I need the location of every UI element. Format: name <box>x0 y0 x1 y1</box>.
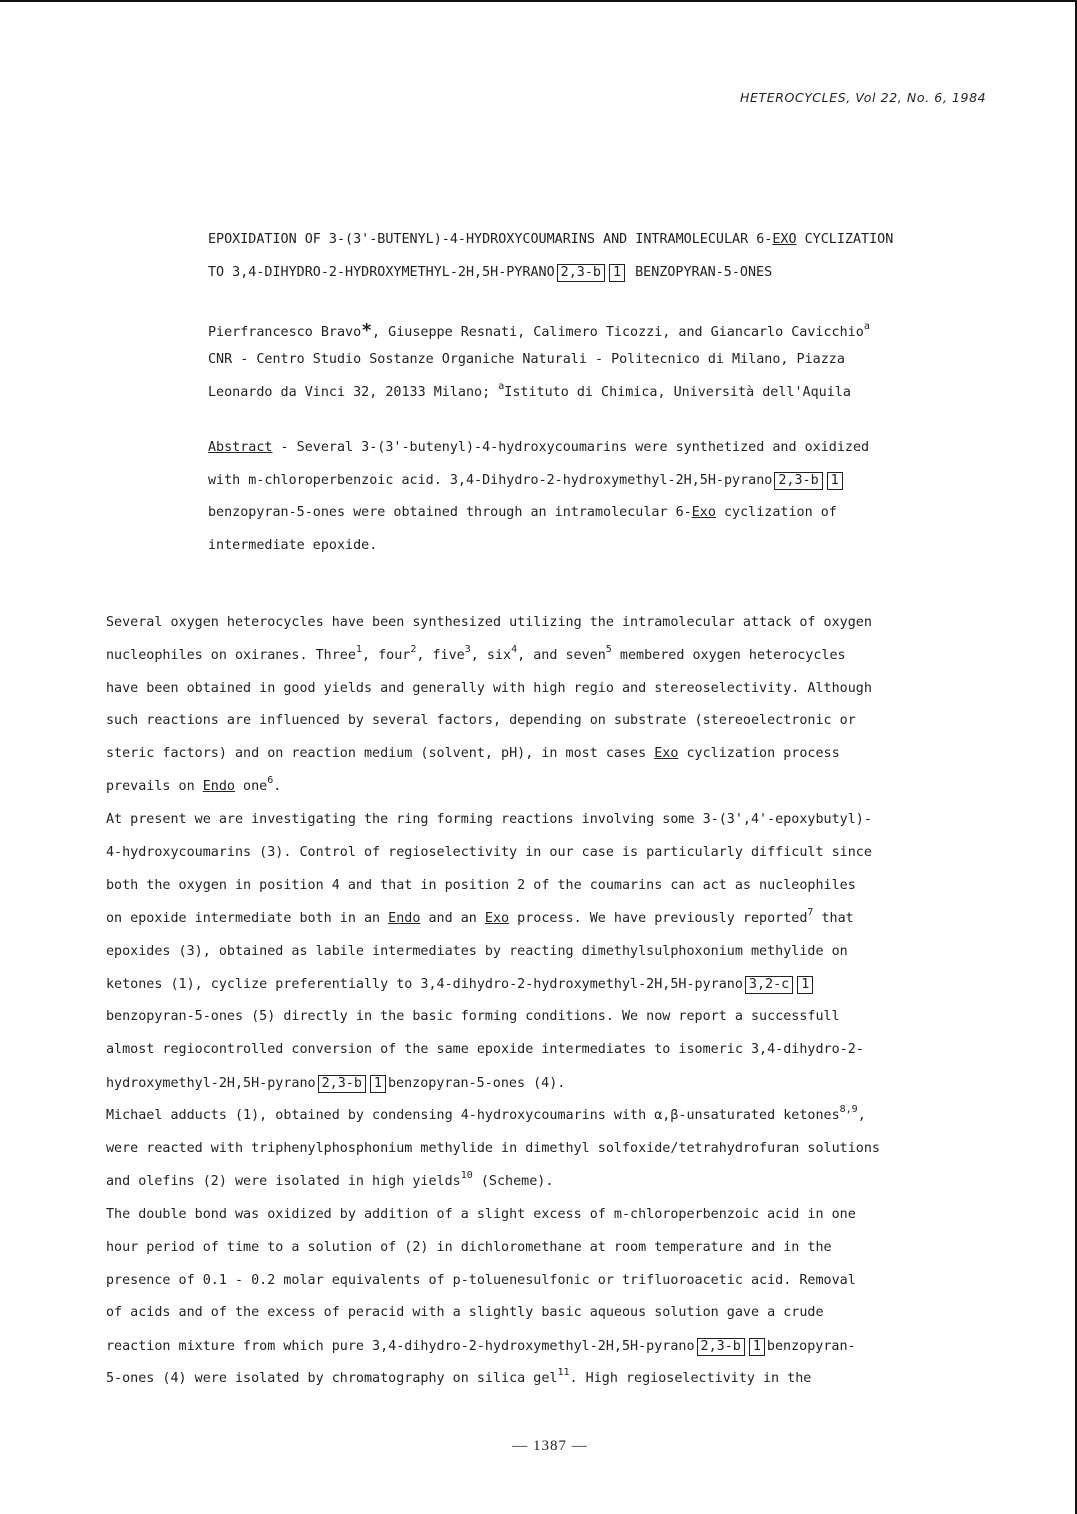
ring-bracket: 1 <box>609 264 625 282</box>
body-line: have been obtained in good yields and generally with high regio and stereoselectivity. Although <box>106 681 872 696</box>
corresponding-star: * <box>361 320 373 341</box>
body-line: and olefins (2) were isolated in high yields$^{10}$ (Scheme). <box>106 1170 554 1189</box>
scan-edge-top <box>0 0 1077 2</box>
body-line: prevails on Endo one$^6$. <box>106 775 282 794</box>
ring-bracket: 1 <box>827 472 843 490</box>
body-line: The double bond was oxidized by addition of a slight excess of m-chloroperbenzoic acid in one <box>106 1207 856 1222</box>
body-line: 5-ones (4) were isolated by chromatography on silica gel$^{11}$. High regioselectivity in the <box>106 1367 812 1386</box>
body-line: such reactions are influenced by several factors, depending on substrate (stereoelectronic or <box>106 713 856 728</box>
body-line: steric factors) and on reaction medium (solvent, pH), in most cases Exo cyclization process <box>106 746 840 761</box>
body-line: reaction mixture from which pure 3,4-dihydro-2-hydroxymethyl-2H,5H-pyrano 2,3-b 1 benzopyran- <box>106 1339 856 1354</box>
body-line: epoxides (3), obtained as labile intermediates by reacting dimethylsulphoxonium methylide on <box>106 944 848 959</box>
body-line: hydroxymethyl-2H,5H-pyrano 2,3-b 1 benzopyran-5-ones (4). <box>106 1076 566 1091</box>
abstract-label: Abstract <box>208 440 273 455</box>
affiliation-2: Leonardo da Vinci 32, 20133 Milano; $^a$Istituto di Chimica, Università dell'Aquila <box>208 381 851 400</box>
ring-bracket: 2,3-b <box>697 1338 745 1356</box>
body-line: both the oxygen in position 4 and that in position 2 of the coumarins can act as nucleophiles <box>106 878 856 893</box>
body-line: on epoxide intermediate both in an Endo and an Exo process. We have previously reported$^7$ that <box>106 907 854 926</box>
ring-bracket: 3,2-c <box>745 976 793 994</box>
ring-bracket: 1 <box>749 1338 765 1356</box>
affiliation-1: CNR - Centro Studio Sostanze Organiche Naturali - Politecnico di Milano, Piazza <box>208 352 845 367</box>
body-line: hour period of time to a solution of (2) in dichloromethane at room temperature and in the <box>106 1240 832 1255</box>
ring-bracket: 2,3-b <box>557 264 605 282</box>
body-line: At present we are investigating the ring forming reactions involving some 3-(3',4'-epoxybutyl)- <box>106 812 872 827</box>
body-line: Several oxygen heterocycles have been synthesized utilizing the intramolecular attack of oxygen <box>106 615 872 630</box>
page-number: — 1387 — <box>512 1438 588 1454</box>
author-names: Pierfrancesco Bravo*, Giuseppe Resnati, Calimero Ticozzi, and Giancarlo Cavicchio$^a$ <box>208 320 870 341</box>
body-line: of acids and of the excess of peracid with a slightly basic aqueous solution gave a crude <box>106 1305 824 1320</box>
body-line: were reacted with triphenylphosphonium methylide in dimethyl solfoxide/tetrahydrofuran solutions <box>106 1141 880 1156</box>
body-line: presence of 0.1 - 0.2 molar equivalents of p-toluenesulfonic or trifluoroacetic acid. Removal <box>106 1273 856 1288</box>
ring-bracket: 2,3-b <box>774 472 822 490</box>
running-head: HETEROCYCLES, Vol 22, No. 6, 1984 <box>740 90 987 105</box>
abstract-line: Abstract - Several 3-(3'-butenyl)-4-hydroxycoumarins were synthetized and oxidized <box>208 440 870 455</box>
body-line: ketones (1), cyclize preferentially to 3,4-dihydro-2-hydroxymethyl-2H,5H-pyrano 3,2-c 1 <box>106 976 815 994</box>
title-line-1: EPOXIDATION OF 3-(3'-BUTENYL)-4-HYDROXYCOUMARINS AND INTRAMOLECULAR 6-EXO CYCLIZATION <box>208 232 894 247</box>
body-line: Michael adducts (1), obtained by condensing 4-hydroxycoumarins with α,β-unsaturated ketones$^{8,9}$, <box>106 1104 866 1123</box>
abstract-line: intermediate epoxide. <box>208 538 378 553</box>
title-line-2: TO 3,4-DIHYDRO-2-HYDROXYMETHYL-2H,5H-PYRANO 2,3-b 1 BENZOPYRAN-5-ONES <box>208 265 773 280</box>
body-line: benzopyran-5-ones (5) directly in the basic forming conditions. We now report a successfull <box>106 1009 840 1024</box>
ring-bracket: 2,3-b <box>318 1075 366 1093</box>
body-line: almost regiocontrolled conversion of the same epoxide intermediates to isomeric 3,4-dihydro-2- <box>106 1042 864 1057</box>
body-line: nucleophiles on oxiranes. Three$^1$, four$^2$, five$^3$, six$^4$, and seven$^5$ membered oxygen heterocycles <box>106 644 846 663</box>
abstract-line: with m-chloroperbenzoic acid. 3,4-Dihydro-2-hydroxymethyl-2H,5H-pyrano 2,3-b 1 <box>208 472 845 490</box>
body-line: 4-hydroxycoumarins (3). Control of regioselectivity in our case is particularly difficult since <box>106 845 872 860</box>
ring-bracket: 1 <box>370 1075 386 1093</box>
abstract-line: benzopyran-5-ones were obtained through an intramolecular 6-Exo cyclization of <box>208 505 837 520</box>
ring-bracket: 1 <box>797 976 813 994</box>
